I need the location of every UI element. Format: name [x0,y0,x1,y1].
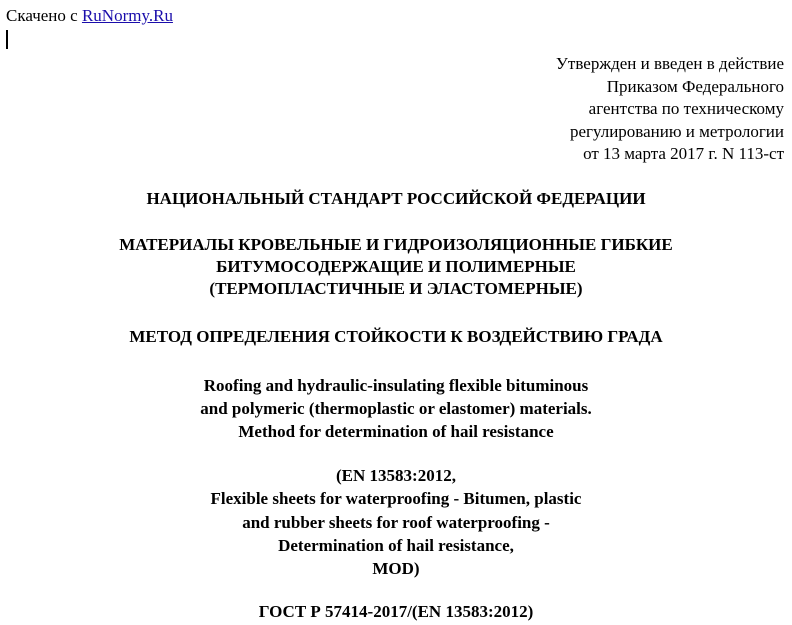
approval-line: Утвержден и введен в действие [555,54,784,73]
reference-line: Determination of hail resistance, [278,535,514,555]
approval-line: Приказом Федерального [606,76,784,96]
approval-line: регулированию и метрологии [569,121,784,141]
approval-block [484,53,784,166]
title-russian [0,234,792,300]
national-standard-text: НАЦИОНАЛЬНЫЙ СТАНДАРТ РОССИЙСКОЙ ФЕДЕРАЦИИ [146,189,646,208]
title-english [0,374,792,443]
source-prefix: Скачено с [6,6,82,25]
reference-line: and rubber sheets for roof waterproofing - [242,512,550,532]
method-russian [0,326,792,348]
method-ru-text: МЕТОД ОПРЕДЕЛЕНИЯ СТОЙКОСТИ К ВОЗДЕЙСТВИЮ ГРАДА [129,327,663,346]
title-en-line: and polymeric (thermoplastic or elastomer) materials. [200,399,592,418]
approval-line: от 13 марта 2017 г. N 113-ст [583,144,784,163]
reference-line: Flexible sheets for waterproofing - Bitumen, plastic [210,489,582,509]
title-en-line: Roofing and hydraulic-insulating flexible bituminous [203,376,589,395]
national-standard-heading [0,188,792,210]
gost-designation [0,601,792,623]
gost-text: ГОСТ Р 57414-2017/(EN 13583:2012) [258,602,534,621]
title-ru-line: (ТЕРМОПЛАСТИЧНЫЕ И ЭЛАСТОМЕРНЫЕ) [209,279,583,298]
approval-line: агентства по техническому [588,99,784,118]
reference-line: MOD) [372,559,420,579]
text-cursor [6,30,8,49]
source-line [6,6,173,26]
reference-line: (EN 13583:2012, [336,466,456,485]
title-ru-line: БИТУМОСОДЕРЖАЩИЕ И ПОЛИМЕРНЫЕ [216,257,576,276]
title-ru-line: МАТЕРИАЛЫ КРОВЕЛЬНЫЕ И ГИДРОИЗОЛЯЦИОННЫЕ ГИБКИЕ [119,235,673,254]
source-link[interactable]: RuNormy.Ru [81,6,173,25]
en-standard-reference [0,464,792,580]
title-en-line: Method for determination of hail resistance [238,422,554,441]
